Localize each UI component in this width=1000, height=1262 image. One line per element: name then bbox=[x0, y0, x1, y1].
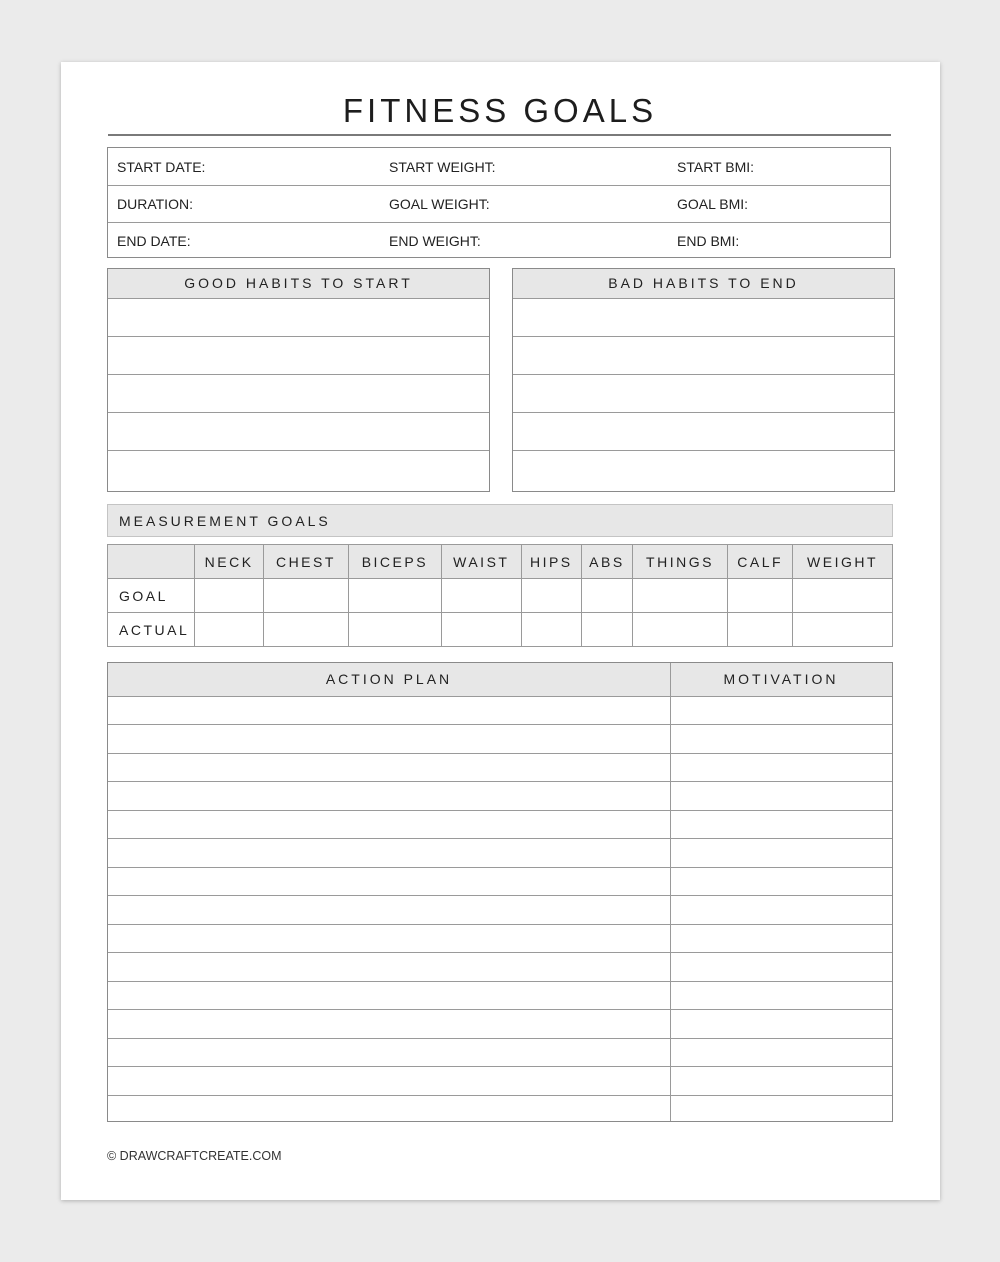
plan-line[interactable] bbox=[108, 867, 892, 868]
plan-line[interactable] bbox=[108, 981, 892, 982]
column-things: THINGS bbox=[632, 545, 728, 579]
good-habit-line[interactable] bbox=[108, 299, 489, 337]
bad-habit-line[interactable] bbox=[513, 375, 894, 413]
goal-chest-cell[interactable] bbox=[264, 579, 349, 613]
actual-hips-cell[interactable] bbox=[521, 613, 582, 647]
actual-row bbox=[108, 613, 893, 647]
goal-row bbox=[108, 579, 893, 613]
plan-line[interactable] bbox=[108, 810, 892, 811]
info-row bbox=[108, 185, 890, 223]
copyright-footer: © DRAWCRAFTCREATE.COM bbox=[107, 1149, 282, 1163]
action-plan-table bbox=[107, 662, 893, 1122]
column-chest: CHEST bbox=[264, 545, 349, 579]
info-row bbox=[108, 148, 890, 186]
goal-row-label: GOAL bbox=[108, 579, 195, 613]
bad-habit-line[interactable] bbox=[513, 299, 894, 337]
plan-line[interactable] bbox=[108, 781, 892, 782]
plan-line[interactable] bbox=[108, 753, 892, 754]
plan-line[interactable] bbox=[108, 1066, 892, 1067]
actual-waist-cell[interactable] bbox=[442, 613, 521, 647]
actual-weight-cell[interactable] bbox=[793, 613, 893, 647]
info-table bbox=[107, 147, 891, 258]
column-calf: CALF bbox=[728, 545, 793, 579]
plan-line[interactable] bbox=[108, 1038, 892, 1039]
goal-waist-cell[interactable] bbox=[442, 579, 521, 613]
start-bmi-field[interactable]: START BMI: bbox=[677, 159, 755, 175]
good-habit-line[interactable] bbox=[108, 413, 489, 451]
goal-neck-cell[interactable] bbox=[195, 579, 264, 613]
actual-chest-cell[interactable] bbox=[264, 613, 349, 647]
plan-line[interactable] bbox=[108, 1009, 892, 1010]
actual-things-cell[interactable] bbox=[632, 613, 728, 647]
actual-row-label: ACTUAL bbox=[108, 613, 195, 647]
goal-bmi-field[interactable]: GOAL BMI: bbox=[677, 196, 749, 212]
info-row bbox=[108, 222, 890, 259]
motivation-heading: MOTIVATION bbox=[723, 671, 839, 687]
bad-habit-line[interactable] bbox=[513, 451, 894, 489]
action-plan-heading: ACTION PLAN bbox=[325, 671, 453, 687]
action-plan-header bbox=[108, 663, 892, 697]
good-habit-line[interactable] bbox=[108, 337, 489, 375]
measurement-header-row bbox=[108, 545, 893, 579]
goal-hips-cell[interactable] bbox=[521, 579, 582, 613]
column-abs: ABS bbox=[582, 545, 633, 579]
end-bmi-field[interactable]: END BMI: bbox=[677, 233, 740, 249]
plan-line[interactable] bbox=[108, 1095, 892, 1096]
column-hips: HIPS bbox=[521, 545, 582, 579]
actual-biceps-cell[interactable] bbox=[348, 613, 441, 647]
start-weight-field[interactable]: START WEIGHT: bbox=[389, 159, 496, 175]
corner-cell bbox=[108, 545, 195, 579]
page-title: FITNESS GOALS bbox=[342, 92, 658, 129]
column-weight: WEIGHT bbox=[793, 545, 893, 579]
title-divider bbox=[108, 134, 891, 136]
actual-neck-cell[interactable] bbox=[195, 613, 264, 647]
start-date-field[interactable]: START DATE: bbox=[117, 159, 206, 175]
plan-line[interactable] bbox=[108, 838, 892, 839]
good-habit-line[interactable] bbox=[108, 451, 489, 489]
duration-field[interactable]: DURATION: bbox=[117, 196, 193, 212]
bad-habit-line[interactable] bbox=[513, 337, 894, 375]
goal-calf-cell[interactable] bbox=[728, 579, 793, 613]
column-biceps: BICEPS bbox=[348, 545, 441, 579]
column-divider bbox=[670, 663, 671, 1121]
measurement-table bbox=[107, 544, 893, 647]
column-neck: NECK bbox=[195, 545, 264, 579]
goal-weight-cell[interactable] bbox=[793, 579, 893, 613]
plan-line[interactable] bbox=[108, 895, 892, 896]
end-weight-field[interactable]: END WEIGHT: bbox=[389, 233, 481, 249]
goal-biceps-cell[interactable] bbox=[348, 579, 441, 613]
actual-calf-cell[interactable] bbox=[728, 613, 793, 647]
good-habits-box bbox=[107, 268, 490, 492]
plan-line[interactable] bbox=[108, 952, 892, 953]
good-habits-heading: GOOD HABITS TO START bbox=[108, 269, 489, 299]
actual-abs-cell[interactable] bbox=[582, 613, 633, 647]
goal-things-cell[interactable] bbox=[632, 579, 728, 613]
plan-line[interactable] bbox=[108, 724, 892, 725]
measurement-goals-heading: MEASUREMENT GOALS bbox=[107, 504, 893, 537]
end-date-field[interactable]: END DATE: bbox=[117, 233, 191, 249]
plan-line[interactable] bbox=[108, 924, 892, 925]
good-habit-line[interactable] bbox=[108, 375, 489, 413]
bad-habits-heading: BAD HABITS TO END bbox=[513, 269, 894, 299]
column-waist: WAIST bbox=[442, 545, 521, 579]
goal-weight-field[interactable]: GOAL WEIGHT: bbox=[389, 196, 490, 212]
bad-habits-box bbox=[512, 268, 895, 492]
goal-abs-cell[interactable] bbox=[582, 579, 633, 613]
bad-habit-line[interactable] bbox=[513, 413, 894, 451]
